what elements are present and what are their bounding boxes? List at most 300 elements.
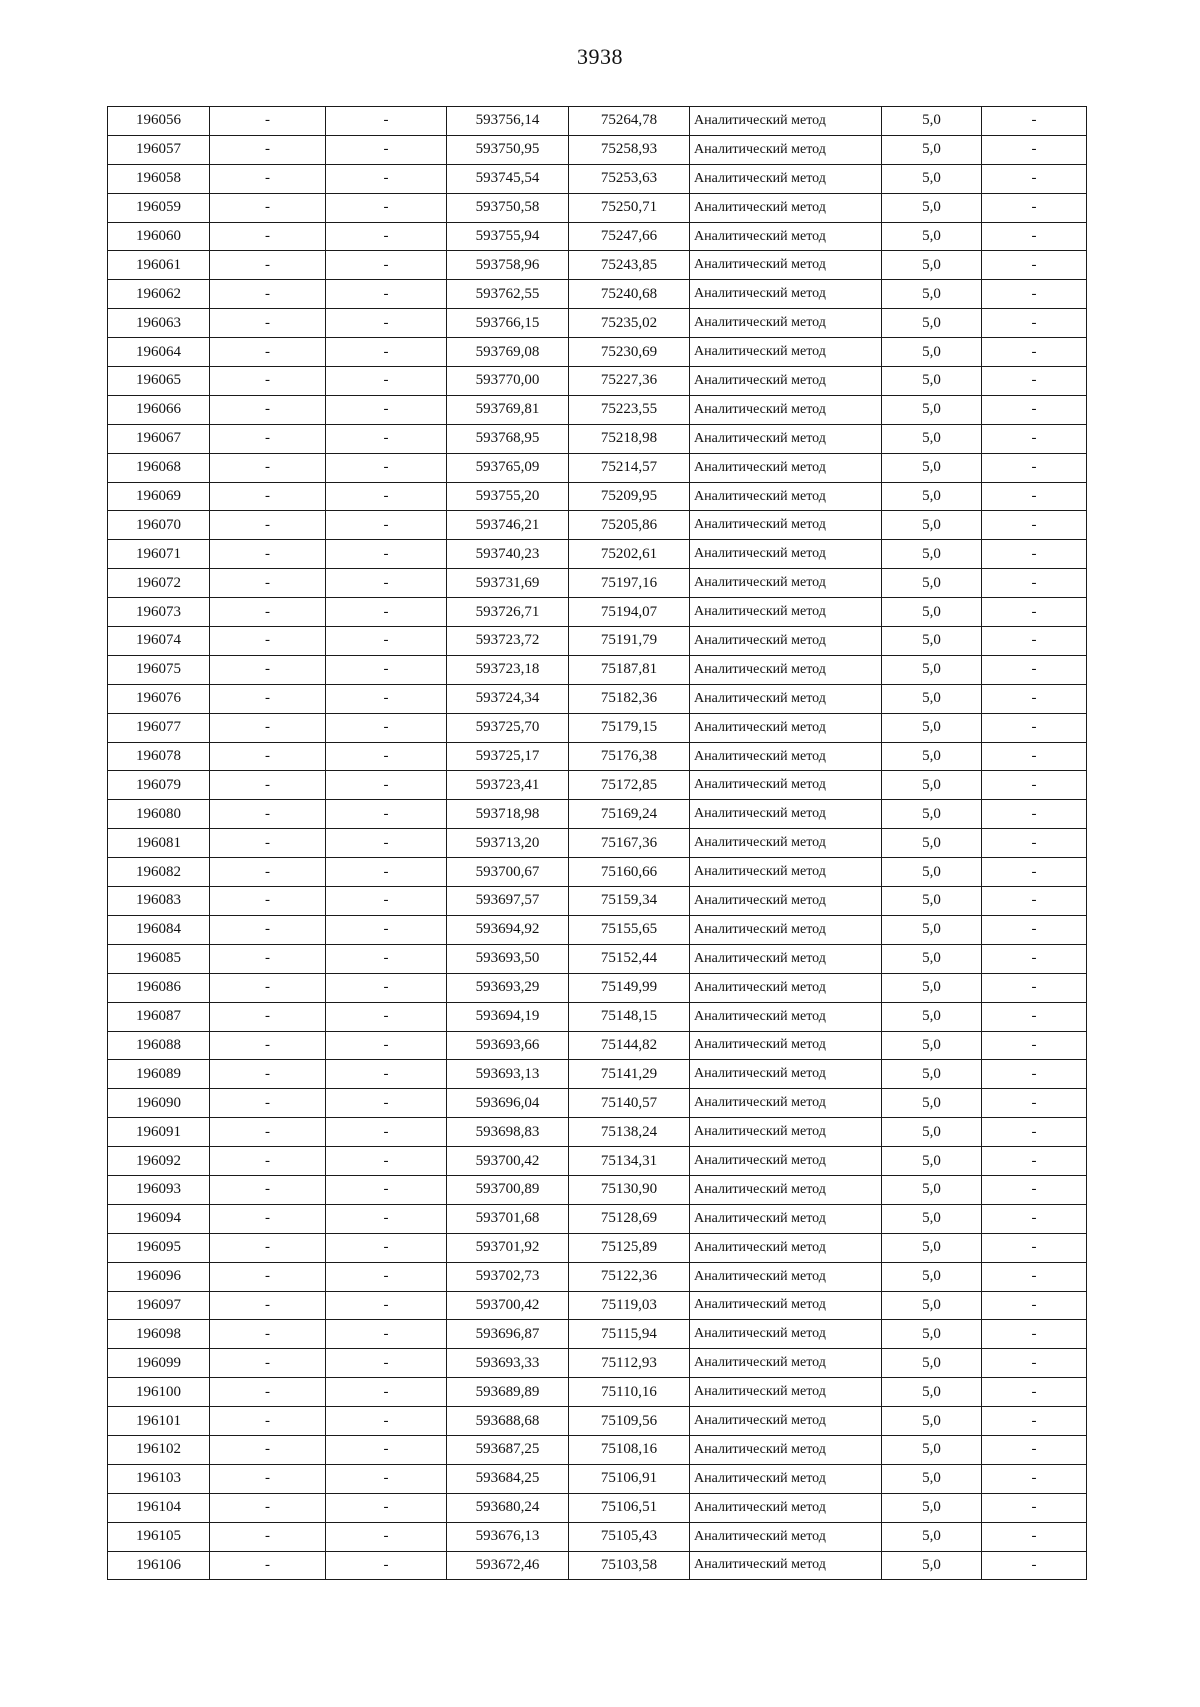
- method-cell: Аналитический метод: [690, 251, 882, 280]
- table-row: [108, 742, 1087, 771]
- y-coordinate-cell: 75223,55: [569, 395, 690, 424]
- table-row: [108, 569, 1087, 598]
- empty-col-b-cell: -: [326, 453, 447, 482]
- empty-col-b-cell: -: [326, 1551, 447, 1580]
- empty-col-b-cell: -: [326, 858, 447, 887]
- empty-col-h-cell: -: [982, 193, 1087, 222]
- method-cell: Аналитический метод: [690, 973, 882, 1002]
- empty-col-b-cell: -: [326, 887, 447, 916]
- empty-col-h-cell: -: [982, 1435, 1087, 1464]
- table-body: [108, 107, 1087, 1580]
- point-number-cell: 196079: [108, 771, 210, 800]
- y-coordinate-cell: 75218,98: [569, 424, 690, 453]
- point-number-cell: 196106: [108, 1551, 210, 1580]
- method-cell: Аналитический метод: [690, 424, 882, 453]
- accuracy-cell: 5,0: [882, 1175, 982, 1204]
- y-coordinate-cell: 75253,63: [569, 164, 690, 193]
- accuracy-cell: 5,0: [882, 1118, 982, 1147]
- empty-col-h-cell: -: [982, 251, 1087, 280]
- table-row: [108, 1089, 1087, 1118]
- empty-col-h-cell: -: [982, 482, 1087, 511]
- y-coordinate-cell: 75159,34: [569, 887, 690, 916]
- method-cell: Аналитический метод: [690, 569, 882, 598]
- empty-col-h-cell: -: [982, 1551, 1087, 1580]
- y-coordinate-cell: 75230,69: [569, 338, 690, 367]
- y-coordinate-cell: 75167,36: [569, 829, 690, 858]
- empty-col-a-cell: -: [210, 1002, 326, 1031]
- table-row: [108, 309, 1087, 338]
- point-number-cell: 196056: [108, 107, 210, 136]
- y-coordinate-cell: 75205,86: [569, 511, 690, 540]
- accuracy-cell: 5,0: [882, 887, 982, 916]
- point-number-cell: 196104: [108, 1493, 210, 1522]
- method-cell: Аналитический метод: [690, 1522, 882, 1551]
- empty-col-a-cell: -: [210, 684, 326, 713]
- x-coordinate-cell: 593768,95: [447, 424, 569, 453]
- y-coordinate-cell: 75243,85: [569, 251, 690, 280]
- x-coordinate-cell: 593700,42: [447, 1147, 569, 1176]
- point-number-cell: 196099: [108, 1349, 210, 1378]
- accuracy-cell: 5,0: [882, 424, 982, 453]
- empty-col-h-cell: -: [982, 107, 1087, 136]
- empty-col-b-cell: -: [326, 1291, 447, 1320]
- empty-col-b-cell: -: [326, 598, 447, 627]
- empty-col-b-cell: -: [326, 973, 447, 1002]
- method-cell: Аналитический метод: [690, 1493, 882, 1522]
- accuracy-cell: 5,0: [882, 1522, 982, 1551]
- point-number-cell: 196101: [108, 1407, 210, 1436]
- coordinates-table: [107, 106, 1087, 1580]
- table-row: [108, 395, 1087, 424]
- table-row: [108, 1262, 1087, 1291]
- point-number-cell: 196094: [108, 1204, 210, 1233]
- x-coordinate-cell: 593693,29: [447, 973, 569, 1002]
- x-coordinate-cell: 593700,42: [447, 1291, 569, 1320]
- y-coordinate-cell: 75227,36: [569, 367, 690, 396]
- empty-col-b-cell: -: [326, 1407, 447, 1436]
- y-coordinate-cell: 75108,16: [569, 1435, 690, 1464]
- empty-col-h-cell: -: [982, 1349, 1087, 1378]
- x-coordinate-cell: 593723,41: [447, 771, 569, 800]
- empty-col-h-cell: -: [982, 453, 1087, 482]
- empty-col-h-cell: -: [982, 1118, 1087, 1147]
- x-coordinate-cell: 593687,25: [447, 1435, 569, 1464]
- accuracy-cell: 5,0: [882, 1147, 982, 1176]
- accuracy-cell: 5,0: [882, 395, 982, 424]
- empty-col-h-cell: -: [982, 944, 1087, 973]
- empty-col-h-cell: -: [982, 800, 1087, 829]
- table-row: [108, 1002, 1087, 1031]
- table-row: [108, 1118, 1087, 1147]
- point-number-cell: 196080: [108, 800, 210, 829]
- x-coordinate-cell: 593696,87: [447, 1320, 569, 1349]
- empty-col-h-cell: -: [982, 1060, 1087, 1089]
- x-coordinate-cell: 593723,18: [447, 655, 569, 684]
- x-coordinate-cell: 593713,20: [447, 829, 569, 858]
- y-coordinate-cell: 75176,38: [569, 742, 690, 771]
- point-number-cell: 196075: [108, 655, 210, 684]
- table-row: [108, 627, 1087, 656]
- empty-col-a-cell: -: [210, 1464, 326, 1493]
- table-row: [108, 1378, 1087, 1407]
- table-row: [108, 1407, 1087, 1436]
- empty-col-b-cell: -: [326, 135, 447, 164]
- table-row: [108, 1349, 1087, 1378]
- accuracy-cell: 5,0: [882, 482, 982, 511]
- y-coordinate-cell: 75106,91: [569, 1464, 690, 1493]
- method-cell: Аналитический метод: [690, 511, 882, 540]
- empty-col-b-cell: -: [326, 1262, 447, 1291]
- empty-col-b-cell: -: [326, 684, 447, 713]
- y-coordinate-cell: 75258,93: [569, 135, 690, 164]
- y-coordinate-cell: 75122,36: [569, 1262, 690, 1291]
- y-coordinate-cell: 75144,82: [569, 1031, 690, 1060]
- accuracy-cell: 5,0: [882, 1233, 982, 1262]
- table-row: [108, 1147, 1087, 1176]
- empty-col-b-cell: -: [326, 742, 447, 771]
- method-cell: Аналитический метод: [690, 598, 882, 627]
- empty-col-a-cell: -: [210, 309, 326, 338]
- empty-col-h-cell: -: [982, 1002, 1087, 1031]
- point-number-cell: 196085: [108, 944, 210, 973]
- y-coordinate-cell: 75125,89: [569, 1233, 690, 1262]
- y-coordinate-cell: 75148,15: [569, 1002, 690, 1031]
- y-coordinate-cell: 75250,71: [569, 193, 690, 222]
- empty-col-a-cell: -: [210, 280, 326, 309]
- x-coordinate-cell: 593755,20: [447, 482, 569, 511]
- x-coordinate-cell: 593689,89: [447, 1378, 569, 1407]
- method-cell: Аналитический метод: [690, 309, 882, 338]
- empty-col-h-cell: -: [982, 280, 1087, 309]
- point-number-cell: 196091: [108, 1118, 210, 1147]
- x-coordinate-cell: 593769,08: [447, 338, 569, 367]
- method-cell: Аналитический метод: [690, 655, 882, 684]
- accuracy-cell: 5,0: [882, 1262, 982, 1291]
- accuracy-cell: 5,0: [882, 1378, 982, 1407]
- x-coordinate-cell: 593697,57: [447, 887, 569, 916]
- accuracy-cell: 5,0: [882, 829, 982, 858]
- empty-col-b-cell: -: [326, 511, 447, 540]
- table-row: [108, 367, 1087, 396]
- method-cell: Аналитический метод: [690, 1060, 882, 1089]
- empty-col-h-cell: -: [982, 771, 1087, 800]
- accuracy-cell: 5,0: [882, 1435, 982, 1464]
- table-row: [108, 1060, 1087, 1089]
- empty-col-a-cell: -: [210, 338, 326, 367]
- accuracy-cell: 5,0: [882, 598, 982, 627]
- empty-col-b-cell: -: [326, 627, 447, 656]
- x-coordinate-cell: 593700,67: [447, 858, 569, 887]
- method-cell: Аналитический метод: [690, 1320, 882, 1349]
- point-number-cell: 196057: [108, 135, 210, 164]
- point-number-cell: 196069: [108, 482, 210, 511]
- empty-col-h-cell: -: [982, 1378, 1087, 1407]
- empty-col-h-cell: -: [982, 858, 1087, 887]
- empty-col-a-cell: -: [210, 1118, 326, 1147]
- y-coordinate-cell: 75194,07: [569, 598, 690, 627]
- point-number-cell: 196068: [108, 453, 210, 482]
- point-number-cell: 196071: [108, 540, 210, 569]
- table-row: [108, 1031, 1087, 1060]
- empty-col-h-cell: -: [982, 713, 1087, 742]
- empty-col-h-cell: -: [982, 1493, 1087, 1522]
- method-cell: Аналитический метод: [690, 1204, 882, 1233]
- table-row: [108, 1522, 1087, 1551]
- method-cell: Аналитический метод: [690, 944, 882, 973]
- empty-col-b-cell: -: [326, 309, 447, 338]
- empty-col-a-cell: -: [210, 1060, 326, 1089]
- point-number-cell: 196092: [108, 1147, 210, 1176]
- accuracy-cell: 5,0: [882, 1291, 982, 1320]
- method-cell: Аналитический метод: [690, 1551, 882, 1580]
- table-row: [108, 482, 1087, 511]
- accuracy-cell: 5,0: [882, 1204, 982, 1233]
- accuracy-cell: 5,0: [882, 1320, 982, 1349]
- y-coordinate-cell: 75134,31: [569, 1147, 690, 1176]
- method-cell: Аналитический метод: [690, 1233, 882, 1262]
- empty-col-b-cell: -: [326, 1233, 447, 1262]
- accuracy-cell: 5,0: [882, 1349, 982, 1378]
- x-coordinate-cell: 593750,95: [447, 135, 569, 164]
- empty-col-a-cell: -: [210, 742, 326, 771]
- empty-col-b-cell: -: [326, 800, 447, 829]
- method-cell: Аналитический метод: [690, 713, 882, 742]
- point-number-cell: 196065: [108, 367, 210, 396]
- empty-col-a-cell: -: [210, 193, 326, 222]
- empty-col-a-cell: -: [210, 1378, 326, 1407]
- point-number-cell: 196093: [108, 1175, 210, 1204]
- accuracy-cell: 5,0: [882, 858, 982, 887]
- accuracy-cell: 5,0: [882, 309, 982, 338]
- x-coordinate-cell: 593765,09: [447, 453, 569, 482]
- empty-col-h-cell: -: [982, 1204, 1087, 1233]
- y-coordinate-cell: 75106,51: [569, 1493, 690, 1522]
- empty-col-h-cell: -: [982, 164, 1087, 193]
- accuracy-cell: 5,0: [882, 655, 982, 684]
- accuracy-cell: 5,0: [882, 1002, 982, 1031]
- empty-col-h-cell: -: [982, 511, 1087, 540]
- empty-col-b-cell: -: [326, 540, 447, 569]
- x-coordinate-cell: 593702,73: [447, 1262, 569, 1291]
- point-number-cell: 196103: [108, 1464, 210, 1493]
- x-coordinate-cell: 593693,66: [447, 1031, 569, 1060]
- empty-col-a-cell: -: [210, 1147, 326, 1176]
- empty-col-b-cell: -: [326, 944, 447, 973]
- empty-col-b-cell: -: [326, 1378, 447, 1407]
- y-coordinate-cell: 75240,68: [569, 280, 690, 309]
- x-coordinate-cell: 593769,81: [447, 395, 569, 424]
- empty-col-h-cell: -: [982, 655, 1087, 684]
- accuracy-cell: 5,0: [882, 1551, 982, 1580]
- empty-col-b-cell: -: [326, 1493, 447, 1522]
- empty-col-h-cell: -: [982, 222, 1087, 251]
- method-cell: Аналитический метод: [690, 222, 882, 251]
- y-coordinate-cell: 75202,61: [569, 540, 690, 569]
- table-row: [108, 280, 1087, 309]
- empty-col-a-cell: -: [210, 1493, 326, 1522]
- empty-col-h-cell: -: [982, 598, 1087, 627]
- y-coordinate-cell: 75112,93: [569, 1349, 690, 1378]
- empty-col-h-cell: -: [982, 395, 1087, 424]
- method-cell: Аналитический метод: [690, 771, 882, 800]
- x-coordinate-cell: 593693,50: [447, 944, 569, 973]
- empty-col-h-cell: -: [982, 540, 1087, 569]
- empty-col-a-cell: -: [210, 627, 326, 656]
- x-coordinate-cell: 593725,70: [447, 713, 569, 742]
- table-row: [108, 915, 1087, 944]
- method-cell: Аналитический метод: [690, 1031, 882, 1060]
- table-row: [108, 193, 1087, 222]
- empty-col-h-cell: -: [982, 1031, 1087, 1060]
- empty-col-h-cell: -: [982, 1320, 1087, 1349]
- x-coordinate-cell: 593724,34: [447, 684, 569, 713]
- empty-col-b-cell: -: [326, 771, 447, 800]
- method-cell: Аналитический метод: [690, 1175, 882, 1204]
- empty-col-b-cell: -: [326, 251, 447, 280]
- accuracy-cell: 5,0: [882, 1464, 982, 1493]
- x-coordinate-cell: 593750,58: [447, 193, 569, 222]
- method-cell: Аналитический метод: [690, 1262, 882, 1291]
- empty-col-a-cell: -: [210, 222, 326, 251]
- accuracy-cell: 5,0: [882, 367, 982, 396]
- empty-col-b-cell: -: [326, 164, 447, 193]
- y-coordinate-cell: 75179,15: [569, 713, 690, 742]
- point-number-cell: 196096: [108, 1262, 210, 1291]
- x-coordinate-cell: 593726,71: [447, 598, 569, 627]
- empty-col-h-cell: -: [982, 338, 1087, 367]
- method-cell: Аналитический метод: [690, 742, 882, 771]
- empty-col-b-cell: -: [326, 569, 447, 598]
- accuracy-cell: 5,0: [882, 280, 982, 309]
- accuracy-cell: 5,0: [882, 771, 982, 800]
- x-coordinate-cell: 593694,19: [447, 1002, 569, 1031]
- empty-col-a-cell: -: [210, 887, 326, 916]
- x-coordinate-cell: 593718,98: [447, 800, 569, 829]
- table-row: [108, 338, 1087, 367]
- table-row: [108, 164, 1087, 193]
- accuracy-cell: 5,0: [882, 135, 982, 164]
- y-coordinate-cell: 75138,24: [569, 1118, 690, 1147]
- table-row: [108, 424, 1087, 453]
- empty-col-a-cell: -: [210, 1320, 326, 1349]
- table-row: [108, 684, 1087, 713]
- method-cell: Аналитический метод: [690, 453, 882, 482]
- y-coordinate-cell: 75209,95: [569, 482, 690, 511]
- empty-col-a-cell: -: [210, 135, 326, 164]
- empty-col-a-cell: -: [210, 1031, 326, 1060]
- empty-col-h-cell: -: [982, 973, 1087, 1002]
- x-coordinate-cell: 593755,94: [447, 222, 569, 251]
- empty-col-h-cell: -: [982, 829, 1087, 858]
- empty-col-a-cell: -: [210, 540, 326, 569]
- y-coordinate-cell: 75119,03: [569, 1291, 690, 1320]
- accuracy-cell: 5,0: [882, 944, 982, 973]
- point-number-cell: 196078: [108, 742, 210, 771]
- empty-col-b-cell: -: [326, 482, 447, 511]
- empty-col-a-cell: -: [210, 973, 326, 1002]
- x-coordinate-cell: 593672,46: [447, 1551, 569, 1580]
- empty-col-a-cell: -: [210, 800, 326, 829]
- point-number-cell: 196102: [108, 1435, 210, 1464]
- point-number-cell: 196097: [108, 1291, 210, 1320]
- point-number-cell: 196062: [108, 280, 210, 309]
- x-coordinate-cell: 593770,00: [447, 367, 569, 396]
- x-coordinate-cell: 593701,92: [447, 1233, 569, 1262]
- y-coordinate-cell: 75141,29: [569, 1060, 690, 1089]
- accuracy-cell: 5,0: [882, 338, 982, 367]
- point-number-cell: 196072: [108, 569, 210, 598]
- empty-col-a-cell: -: [210, 482, 326, 511]
- point-number-cell: 196060: [108, 222, 210, 251]
- y-coordinate-cell: 75187,81: [569, 655, 690, 684]
- table-row: [108, 1233, 1087, 1262]
- y-coordinate-cell: 75247,66: [569, 222, 690, 251]
- table-row: [108, 944, 1087, 973]
- x-coordinate-cell: 593684,25: [447, 1464, 569, 1493]
- table-row: [108, 598, 1087, 627]
- empty-col-b-cell: -: [326, 193, 447, 222]
- empty-col-h-cell: -: [982, 135, 1087, 164]
- point-number-cell: 196073: [108, 598, 210, 627]
- point-number-cell: 196100: [108, 1378, 210, 1407]
- y-coordinate-cell: 75152,44: [569, 944, 690, 973]
- empty-col-b-cell: -: [326, 395, 447, 424]
- x-coordinate-cell: 593696,04: [447, 1089, 569, 1118]
- method-cell: Аналитический метод: [690, 1349, 882, 1378]
- empty-col-h-cell: -: [982, 569, 1087, 598]
- accuracy-cell: 5,0: [882, 915, 982, 944]
- empty-col-a-cell: -: [210, 829, 326, 858]
- table-row: [108, 251, 1087, 280]
- page-number: 3938: [577, 44, 623, 69]
- point-number-cell: 196098: [108, 1320, 210, 1349]
- y-coordinate-cell: 75110,16: [569, 1378, 690, 1407]
- x-coordinate-cell: 593766,15: [447, 309, 569, 338]
- method-cell: Аналитический метод: [690, 164, 882, 193]
- empty-col-b-cell: -: [326, 1089, 447, 1118]
- x-coordinate-cell: 593745,54: [447, 164, 569, 193]
- empty-col-a-cell: -: [210, 915, 326, 944]
- empty-col-h-cell: -: [982, 627, 1087, 656]
- y-coordinate-cell: 75264,78: [569, 107, 690, 136]
- table-row: [108, 1320, 1087, 1349]
- x-coordinate-cell: 593693,33: [447, 1349, 569, 1378]
- empty-col-b-cell: -: [326, 280, 447, 309]
- empty-col-a-cell: -: [210, 569, 326, 598]
- accuracy-cell: 5,0: [882, 627, 982, 656]
- empty-col-a-cell: -: [210, 944, 326, 973]
- empty-col-a-cell: -: [210, 164, 326, 193]
- x-coordinate-cell: 593758,96: [447, 251, 569, 280]
- table-row: [108, 511, 1087, 540]
- point-number-cell: 196084: [108, 915, 210, 944]
- table-row: [108, 1551, 1087, 1580]
- accuracy-cell: 5,0: [882, 684, 982, 713]
- y-coordinate-cell: 75140,57: [569, 1089, 690, 1118]
- table-row: [108, 655, 1087, 684]
- table-row: [108, 1435, 1087, 1464]
- empty-col-a-cell: -: [210, 1089, 326, 1118]
- method-cell: Аналитический метод: [690, 1464, 882, 1493]
- empty-col-h-cell: -: [982, 1089, 1087, 1118]
- y-coordinate-cell: 75214,57: [569, 453, 690, 482]
- method-cell: Аналитический метод: [690, 1118, 882, 1147]
- point-number-cell: 196074: [108, 627, 210, 656]
- table-row: [108, 1291, 1087, 1320]
- empty-col-a-cell: -: [210, 107, 326, 136]
- accuracy-cell: 5,0: [882, 1060, 982, 1089]
- empty-col-h-cell: -: [982, 1522, 1087, 1551]
